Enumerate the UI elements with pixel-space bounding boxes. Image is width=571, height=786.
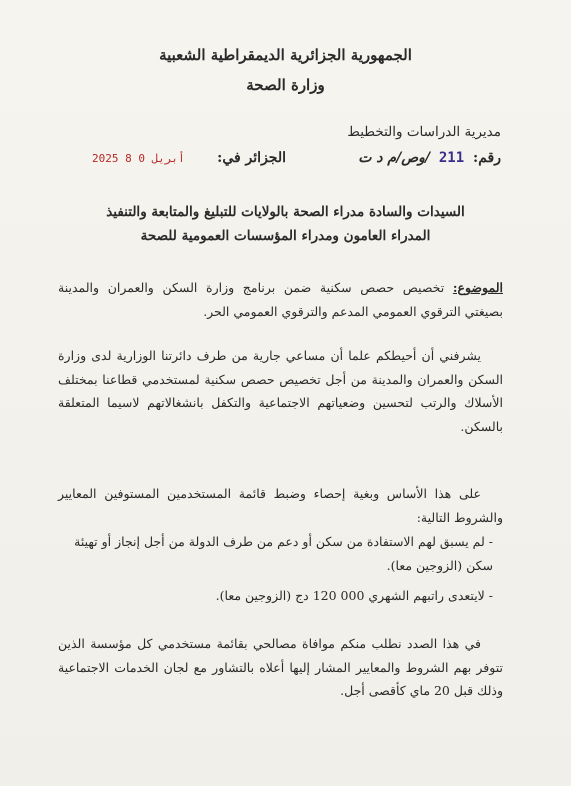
place-label: الجزائر في: xyxy=(217,150,286,166)
paragraph-1: يشرفني أن أحيطكم علما أن مساعي جارية من طرف دائرتنا الوزارية لدى وزارة السكن والعمران والمدينة من أجل تخصيص حصص سكنية لمستخدمي قطاعنا بمختلف الأسلاك والرتب لتحسين وضعياتهم الاجتماعية والتكفل بانشغالاتهم لاسيما المتعلقة بالسكن. xyxy=(58,348,503,434)
addressees-line-1: السيدات والسادة مدراء الصحة بالولايات للتبليغ والمتابعة والتنفيذ xyxy=(106,204,465,220)
paragraph-2: على هذا الأساس وبغية إحصاء وضبط قائمة المستخدمين المستوفين المعايير والشروط التالية: xyxy=(58,486,503,525)
reference-row xyxy=(80,150,501,172)
condition-2: - لايتعدى راتبهم الشهري 000 120 دج (الزوجين معا). xyxy=(215,588,493,603)
republic-header: الجمهورية الجزائرية الديمقراطية الشعبية xyxy=(159,46,412,64)
reference-number: 211 xyxy=(438,150,465,166)
subject-paragraph xyxy=(58,276,503,323)
subject-label: الموضوع: xyxy=(452,280,503,295)
directorate-name: مديرية الدراسات والتخطيط xyxy=(347,124,501,140)
subject-text: تخصيص حصص سكنية ضمن برنامج وزارة السكن والعمران والمدينة بصيغتي الترقوي العمومي المدعم والترقوي العمومي الحر. xyxy=(58,280,503,319)
addressees-line-2: المدراء العامون ومدراء المؤسسات العمومية للصحة xyxy=(140,228,431,244)
reference-code: /وص/م د ت xyxy=(358,150,430,166)
date-stamp: 2025 أبريل 0 8 xyxy=(92,152,185,165)
paragraph-3: في هذا الصدد نطلب منكم موافاة مصالحي بقائمة مستخدمي كل مؤسسة الذين تتوفر بهم الشروط والمعايير المشار إليها أعلاه بالتشاور مع لجان الخدمات الاجتماعية وذلك قبل 20 ماي كأقصى أجل. xyxy=(58,636,503,698)
reference-label: رقم: xyxy=(473,150,501,166)
condition-1: - لم يسبق لهم الاستفادة من سكن أو دعم من طرف الدولة من أجل إنجاز أو تهيئة سكن (الزوجين معا). xyxy=(74,534,493,573)
reference-number-block xyxy=(358,150,501,166)
ministry-header: وزارة الصحة xyxy=(246,76,325,94)
